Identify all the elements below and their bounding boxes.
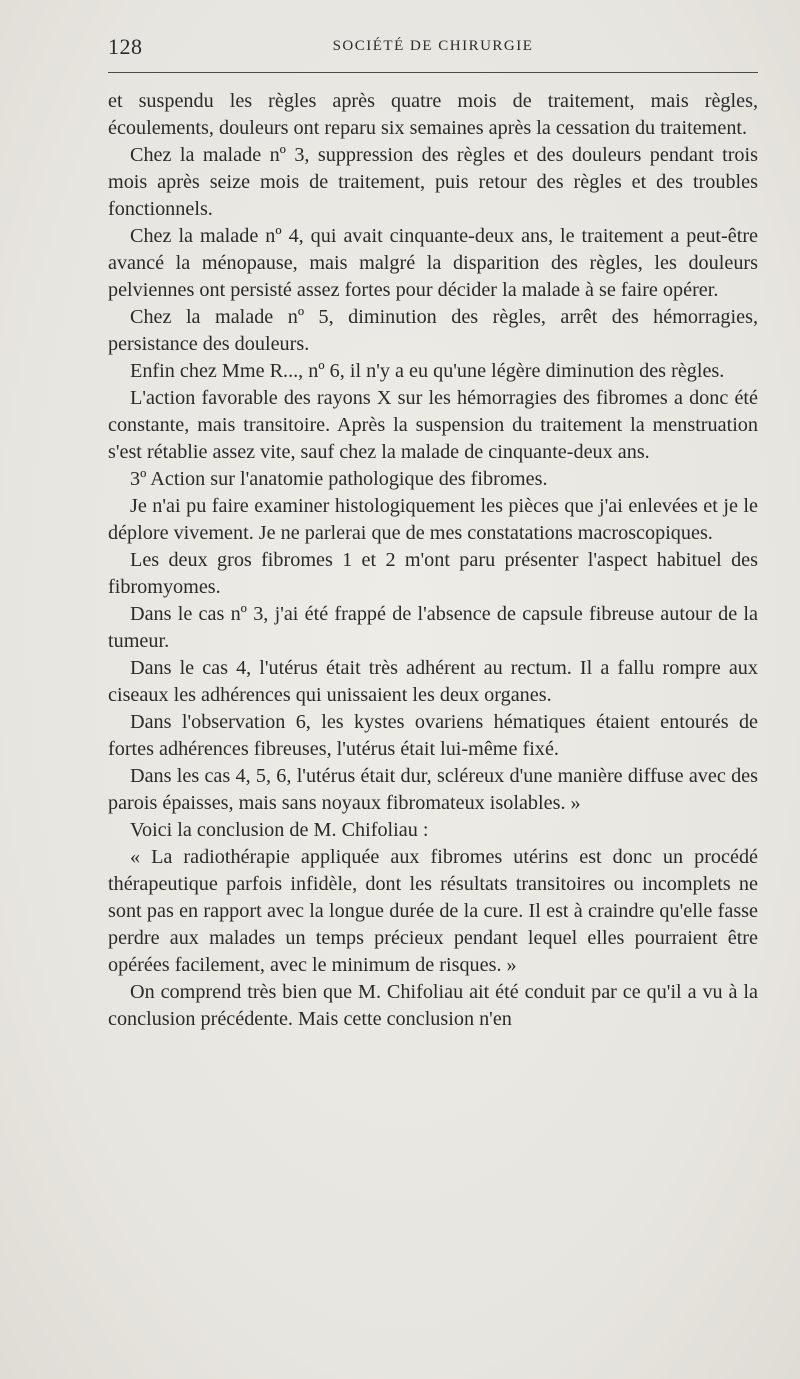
page-number: 128 — [108, 34, 143, 59]
paragraph: Je n'ai pu faire examiner histologiquement les pièces que j'ai enlevées et je le déplore vivement. Je ne parlerai que de mes constatations macroscopiques. — [108, 495, 758, 544]
paragraph: et suspendu les règles après quatre mois de traitement, mais règles, écoulements, douleurs ont reparu six semaines après la cessation du traitement. — [108, 90, 758, 139]
paragraph: « La radiothérapie appliquée aux fibromes utérins est donc un procédé thérapeutique parfois infidèle, dont les résultats transitoires ou incomplets ne sont pas en rapport avec la longue durée de la cure. Il est à craindre qu'elle fasse perdre aux malades un temps précieux pendant lequel elles pourraient être opérées facilement, avec le minimum de risques. » — [108, 846, 758, 976]
header-rule — [108, 72, 758, 73]
body-text — [108, 88, 758, 1033]
paragraph: Chez la malade nº 5, diminution des règles, arrêt des hémorragies, persistance des douleurs. — [108, 306, 758, 355]
paragraph: L'action favorable des rayons X sur les hémorragies des fibromes a donc été constante, mais transitoire. Après la suspension du traitement la menstruation s'est rétablie assez vite, sauf chez la malade de cinquante-deux ans. — [108, 387, 758, 463]
paragraph: Les deux gros fibromes 1 et 2 m'ont paru présenter l'aspect habituel des fibromyomes. — [108, 549, 758, 598]
paragraph: Dans l'observation 6, les kystes ovariens hématiques étaient entourés de fortes adhérences fibreuses, l'utérus était lui-même fixé. — [108, 711, 758, 760]
paragraph: Dans le cas nº 3, j'ai été frappé de l'absence de capsule fibreuse autour de la tumeur. — [108, 603, 758, 652]
paragraph: Dans le cas 4, l'utérus était très adhérent au rectum. Il a fallu rompre aux ciseaux les adhérences qui unissaient les deux organes. — [108, 657, 758, 706]
paragraph: Chez la malade nº 4, qui avait cinquante-deux ans, le traitement a peut-être avancé la ménopause, mais malgré la disparition des règles, les douleurs pelviennes ont persisté assez fortes pour décider la malade à se faire opérer. — [108, 225, 758, 301]
paragraph: Chez la malade nº 3, suppression des règles et des douleurs pendant trois mois après seize mois de traitement, puis retour des règles et des troubles fonctionnels. — [108, 144, 758, 220]
page-header — [108, 34, 758, 64]
paragraph: Voici la conclusion de M. Chifoliau : — [130, 819, 429, 841]
paragraph: Dans les cas 4, 5, 6, l'utérus était dur, scléreux d'une manière diffuse avec des parois épaisses, mais sans noyaux fibromateux isolables. » — [108, 765, 758, 814]
running-head: SOCIÉTÉ DE CHIRURGIE — [332, 38, 534, 54]
paragraph: On comprend très bien que M. Chifoliau ait été conduit par ce qu'il a vu à la conclusion précédente. Mais cette conclusion n'en — [108, 981, 758, 1030]
paragraph: Enfin chez Mme R..., nº 6, il n'y a eu qu'une légère diminution des règles. — [130, 360, 725, 382]
paragraph: 3º Action sur l'anatomie pathologique des fibromes. — [130, 468, 548, 490]
